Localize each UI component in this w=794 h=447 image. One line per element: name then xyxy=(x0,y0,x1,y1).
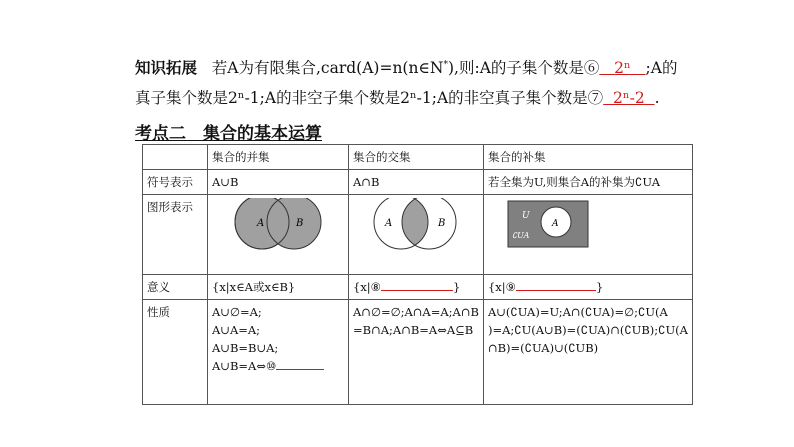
star-sup: * xyxy=(443,60,448,70)
intersection-label-a: A xyxy=(385,218,393,229)
header-union: 集合的并集 xyxy=(208,145,349,170)
union-venn-diagram xyxy=(212,198,344,266)
property-intersection: A∩∅=∅;A∩A=A;A∩B =B∩A;A∩B=A⇔A⊆B xyxy=(349,300,484,405)
answer-7: 2ⁿ-2 xyxy=(613,89,645,107)
symbol-union: A∪B xyxy=(208,170,349,195)
complement-venn-diagram xyxy=(488,198,639,266)
complement-venn-cell xyxy=(483,195,692,275)
meaning-row xyxy=(143,275,693,300)
meaning-complement: {x|⑨ } xyxy=(483,275,692,300)
header-cell-empty xyxy=(143,145,208,170)
complement-label-u: U xyxy=(521,211,530,221)
complement-label-a: A xyxy=(551,219,559,229)
symbol-label: 符号表示 xyxy=(143,170,208,195)
property-complement: A∪(∁UA)=U;A∩(∁UA)=∅;∁U(A )=A;∁U(A∪B)=(∁UA)∩(∁UB);∁U(A ∩B)=(∁UA)∪(∁UB) xyxy=(483,300,692,405)
knowledge-extension-label: 知识拓展 xyxy=(135,59,198,78)
blank-9 xyxy=(516,278,596,291)
line1-text-c: ;A的 xyxy=(645,59,678,78)
line1-text-b: ),则:A的子集个数是⑥ xyxy=(448,59,600,78)
answer-6: 2ⁿ xyxy=(614,59,631,78)
meaning-union: {x|x∈A或x∈B} xyxy=(208,275,349,300)
property-union: A∪∅=A; A∪A=A; A∪B=B∪A; A∪B=A⇔⑩ xyxy=(208,300,349,405)
union-label-a: A xyxy=(257,218,265,229)
property-row xyxy=(143,300,693,405)
union-label-b: B xyxy=(296,218,304,229)
property-label: 性质 xyxy=(143,300,208,405)
figure-label: 图形表示 xyxy=(143,195,208,275)
line2-text-a: 真子集个数是2ⁿ-1;A的非空子集个数是2ⁿ-1;A的非空真子集个数是⑦ xyxy=(135,89,604,107)
header-intersection: 集合的交集 xyxy=(349,145,484,170)
meaning-intersection: {x|⑧ } xyxy=(349,275,484,300)
intersection-venn-diagram xyxy=(353,198,472,266)
set-operations-table xyxy=(142,144,693,405)
symbol-intersection: A∩B xyxy=(349,170,484,195)
line1-text-a: 若A为有限集合,card(A)=n(n∈N xyxy=(211,59,444,78)
meaning-label: 意义 xyxy=(143,275,208,300)
header-complement: 集合的补集 xyxy=(483,145,692,170)
blank-8 xyxy=(381,278,453,291)
intersection-label-b: B xyxy=(438,218,446,229)
blank-10 xyxy=(276,357,324,370)
intersection-venn-cell xyxy=(349,195,484,275)
symbol-row xyxy=(143,170,693,195)
line2-text-b: . xyxy=(654,89,660,107)
knowledge-extension-line1 xyxy=(135,55,677,78)
table-header-row xyxy=(143,145,693,170)
union-venn-cell xyxy=(208,195,349,275)
complement-label-cua: ∁UA xyxy=(511,231,530,240)
section-heading: 考点二 集合的基本运算 xyxy=(135,124,322,144)
knowledge-extension-line2 xyxy=(135,88,660,108)
symbol-complement: 若全集为U,则集合A的补集为∁UA xyxy=(483,170,692,195)
figure-row xyxy=(143,195,693,275)
